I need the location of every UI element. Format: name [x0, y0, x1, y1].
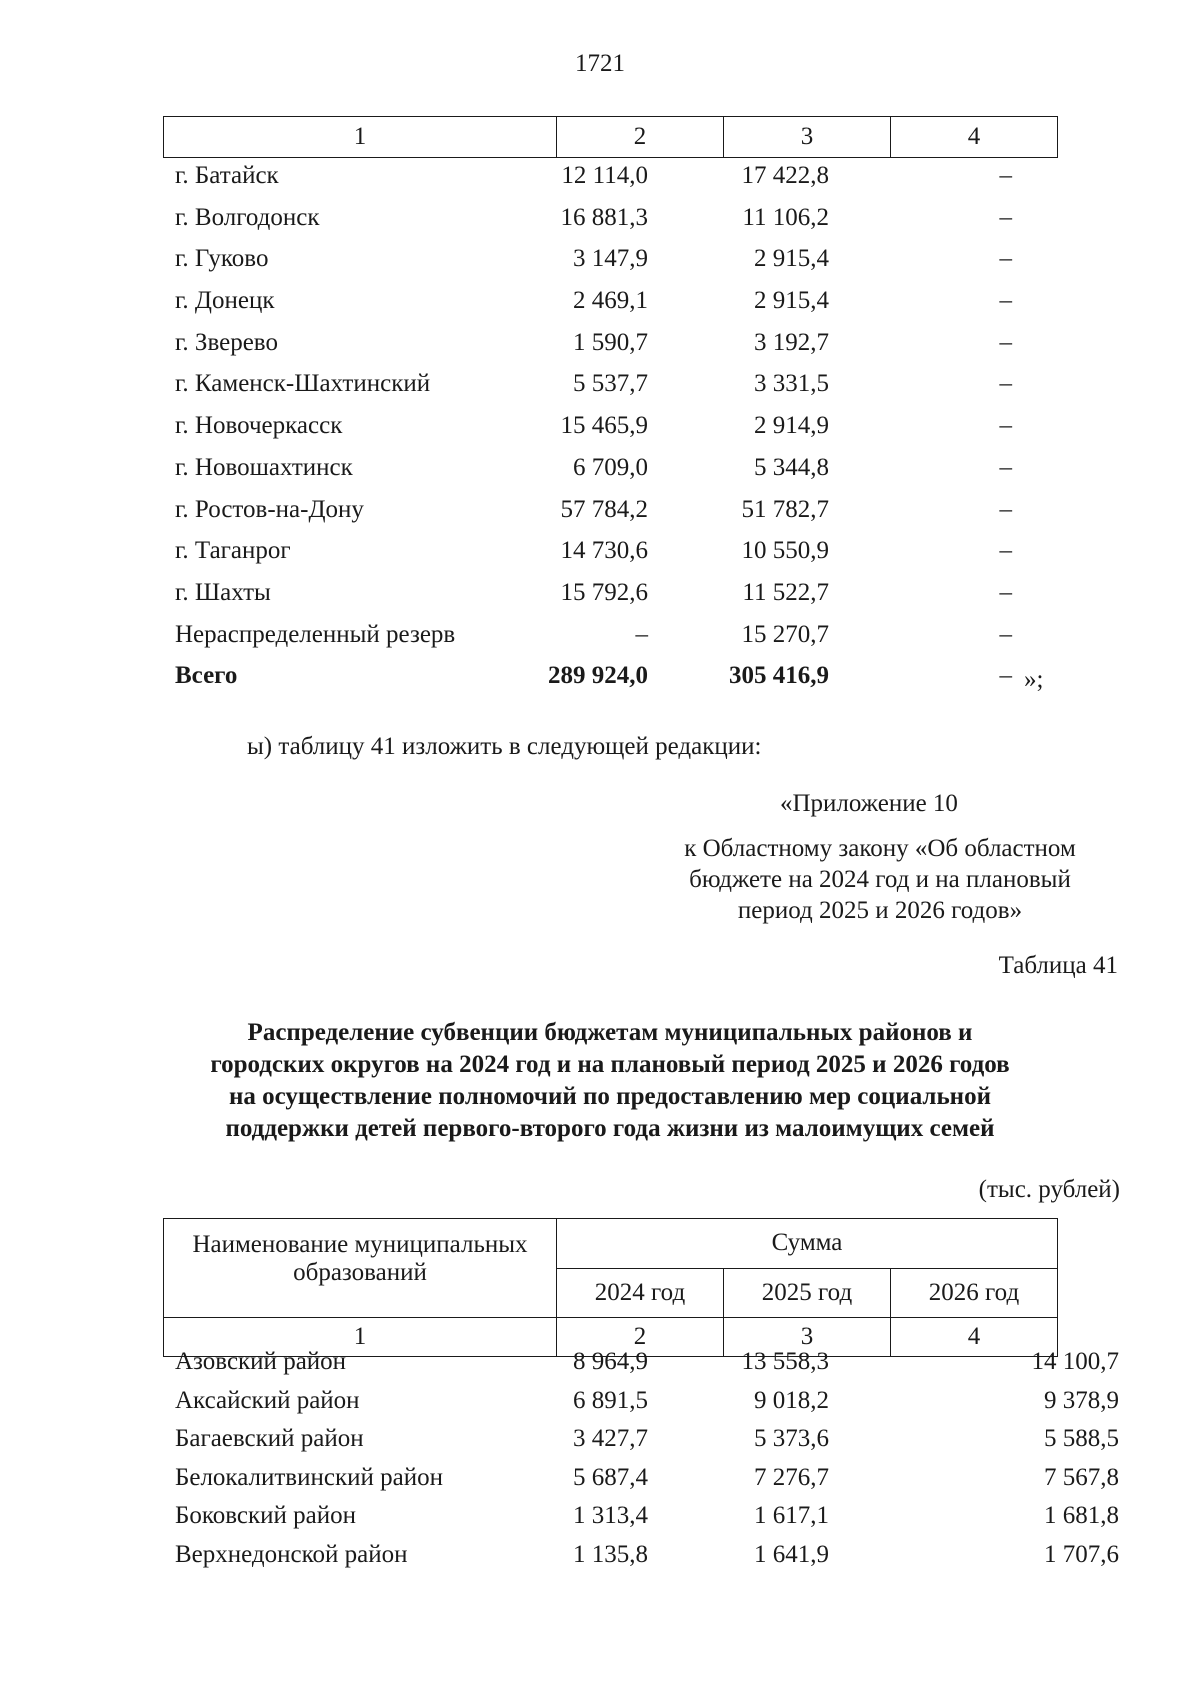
table-row	[163, 1539, 1130, 1578]
row-value-2: 6 709,0	[573, 453, 648, 481]
column-number-4: 4	[891, 1318, 1058, 1357]
table-row	[163, 1346, 1130, 1385]
row-value-2025: 1 641,9	[754, 1540, 829, 1568]
row-name: г. Шахты	[175, 578, 271, 606]
row-value-2: 15 792,6	[560, 578, 648, 606]
row-value-3: 11 106,2	[742, 203, 829, 231]
row-value-3: 17 422,8	[741, 162, 829, 189]
year-header-2026: 2026 год	[891, 1268, 1058, 1318]
row-name: Нераспределенный резерв	[175, 620, 456, 648]
row-value-4: –	[999, 537, 1012, 565]
sum-header: Сумма	[557, 1219, 1058, 1269]
row-value-2024: 6 891,5	[573, 1386, 648, 1414]
table-label: Таблица 41	[998, 952, 1118, 979]
row-value-4: –	[999, 370, 1012, 398]
row-value-2026: 14 100,7	[1031, 1348, 1119, 1375]
row-value-2025: 1 617,1	[754, 1502, 829, 1529]
row-name: Верхнедонской район	[175, 1540, 408, 1568]
row-value-3: 2 915,4	[754, 287, 829, 315]
row-value-3: 10 550,9	[741, 537, 829, 565]
row-value-2025: 7 276,7	[754, 1463, 829, 1491]
title-line: Распределение субвенции бюджетам муниципальных районов и	[247, 1019, 973, 1046]
row-value-2: 57 784,2	[560, 495, 648, 523]
table-row	[163, 283, 1130, 325]
year-header-2025: 2025 год	[724, 1268, 891, 1318]
table-total-row	[163, 658, 1130, 700]
row-value-2024: 1 313,4	[573, 1502, 648, 1529]
title-line: поддержки детей первого-второго года жизни из малоимущих семей	[225, 1115, 995, 1142]
row-value-4: –	[999, 453, 1012, 481]
row-value-2: 3 147,9	[573, 245, 648, 273]
row-value-4: –	[999, 245, 1012, 273]
amendment-instruction: ы) таблицу 41 изложить в следующей редакции:	[247, 733, 762, 760]
table-row	[163, 533, 1130, 575]
annex-line: период 2025 и 2026 годов»	[737, 897, 1023, 924]
row-value-2: 12 114,0	[561, 162, 648, 189]
closing-quote: »;	[1024, 666, 1044, 694]
total-value-2: 289 924,0	[548, 662, 648, 690]
row-value-3: 15 270,7	[741, 620, 829, 648]
row-value-2: 2 469,1	[573, 287, 648, 315]
table41-header	[163, 1218, 1058, 1357]
table-row	[163, 492, 1130, 534]
row-value-4: –	[999, 620, 1012, 648]
row-value-2024: 5 687,4	[573, 1463, 648, 1491]
total-value-3: 305 416,9	[729, 662, 829, 690]
table-row	[163, 617, 1130, 659]
table-row	[163, 575, 1130, 617]
row-name: Аксайский район	[175, 1386, 360, 1414]
name-header-line: Наименование муниципальных	[192, 1231, 528, 1258]
row-value-4: –	[999, 203, 1012, 231]
row-name: г. Батайск	[175, 162, 279, 189]
row-name: г. Зверево	[175, 328, 278, 356]
column-number-2: 2	[557, 1318, 724, 1357]
row-value-2024: 1 135,8	[573, 1540, 648, 1568]
table-row	[163, 1462, 1130, 1501]
row-value-2026: 1 681,8	[1044, 1502, 1119, 1529]
row-name: г. Ростов-на-Дону	[175, 495, 364, 523]
row-value-2026: 7 567,8	[1044, 1463, 1119, 1491]
table-row	[163, 200, 1130, 242]
title-line: городских округов на 2024 год и на плановый период 2025 и 2026 годов	[210, 1051, 1010, 1078]
row-value-2: 1 590,7	[573, 328, 648, 356]
row-name: г. Донецк	[175, 287, 275, 315]
table-row	[163, 1423, 1130, 1462]
row-value-4: –	[999, 495, 1012, 523]
row-value-2024: 3 427,7	[573, 1425, 648, 1452]
table-row	[163, 366, 1130, 408]
column-number-1: 1	[164, 1318, 557, 1357]
row-value-4: –	[999, 578, 1012, 606]
table-row	[163, 325, 1130, 367]
table-continued-body	[163, 158, 1130, 700]
row-name: г. Новошахтинск	[175, 453, 353, 481]
annex-title: «Приложение 10	[780, 790, 958, 817]
name-header-line: образований	[293, 1259, 427, 1286]
title-line: на осуществление полномочий по предоставлению мер социальной	[229, 1083, 991, 1110]
row-value-2: 14 730,6	[560, 537, 648, 565]
row-value-3: 11 522,7	[742, 578, 829, 606]
row-value-2024: 8 964,9	[573, 1348, 648, 1375]
table-row	[163, 158, 1130, 200]
annex-reference	[640, 833, 1120, 926]
row-value-4: –	[999, 287, 1012, 315]
document-title	[140, 1017, 1080, 1145]
row-value-4: –	[999, 328, 1012, 356]
row-value-2: 16 881,3	[560, 203, 648, 231]
table-row	[163, 241, 1130, 283]
row-value-2: 15 465,9	[560, 412, 648, 440]
row-value-3: 5 344,8	[754, 453, 829, 481]
table-row	[163, 408, 1130, 450]
row-name: г. Гуково	[175, 245, 269, 273]
row-name: Багаевский район	[175, 1425, 364, 1452]
row-value-2: 5 537,7	[573, 370, 648, 398]
row-name: г. Каменск-Шахтинский	[175, 370, 431, 398]
year-header-2024: 2024 год	[557, 1268, 724, 1318]
row-value-2: –	[635, 620, 648, 648]
annex-line: к Областному закону «Об областном	[684, 835, 1076, 862]
total-value-4-cell	[999, 662, 1044, 694]
table-row	[163, 1500, 1130, 1539]
row-value-2026: 1 707,6	[1044, 1540, 1119, 1568]
table41-body	[163, 1346, 1130, 1577]
row-name: Белокалитвинский район	[175, 1463, 443, 1491]
table-row	[163, 450, 1130, 492]
table-continued-header	[163, 116, 1058, 158]
row-value-3: 2 914,9	[754, 412, 829, 440]
column-number-2: 2	[557, 117, 724, 158]
row-name: Боковский район	[175, 1502, 356, 1529]
row-value-4: –	[999, 412, 1012, 440]
row-value-2026: 9 378,9	[1044, 1386, 1119, 1414]
row-value-2025: 9 018,2	[754, 1386, 829, 1414]
annex-line: бюджете на 2024 год и на плановый	[689, 866, 1071, 893]
page-number: 1721	[575, 50, 625, 77]
row-value-2026: 5 588,5	[1044, 1425, 1119, 1452]
row-name: г. Таганрог	[175, 537, 291, 565]
name-column-header	[164, 1219, 557, 1318]
column-number-4: 4	[891, 117, 1058, 158]
row-name: г. Новочеркасск	[175, 412, 343, 440]
row-value-3: 3 192,7	[754, 328, 829, 356]
units-label: (тыс. рублей)	[978, 1176, 1120, 1203]
table-row	[163, 1385, 1130, 1424]
row-value-2025: 5 373,6	[754, 1425, 829, 1452]
row-name: г. Волгодонск	[175, 203, 320, 231]
row-value-4: –	[999, 162, 1012, 189]
column-number-1: 1	[164, 117, 557, 158]
row-name: Азовский район	[175, 1348, 347, 1375]
total-value-4: –	[999, 662, 1012, 690]
row-value-3: 51 782,7	[741, 495, 829, 523]
row-value-3: 2 915,4	[754, 245, 829, 273]
row-value-3: 3 331,5	[754, 370, 829, 398]
column-number-3: 3	[724, 117, 891, 158]
row-value-2025: 13 558,3	[741, 1348, 829, 1375]
column-number-3: 3	[724, 1318, 891, 1357]
total-label: Всего	[175, 662, 238, 690]
